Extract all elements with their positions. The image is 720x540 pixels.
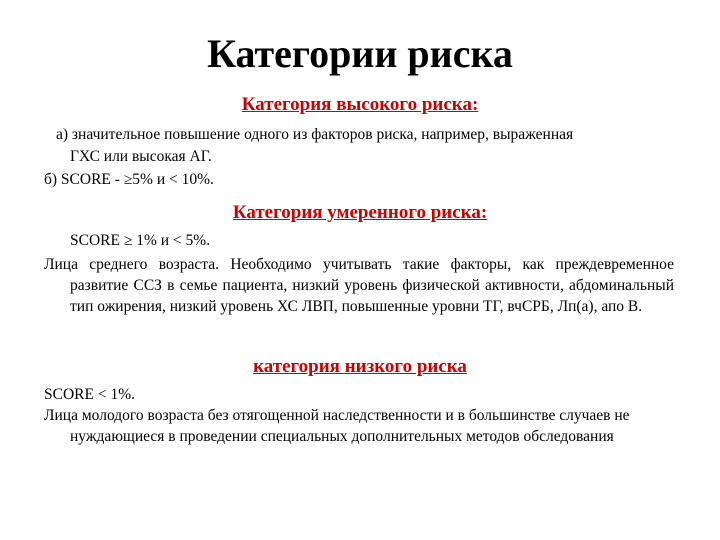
moderate-risk-heading: Категория умеренного риска:	[232, 202, 488, 223]
low-risk-description: Лица молодого возраста без отягощенной наследственности и в большинстве случаев не нуждающиеся в проведении специальных дополнительных методов обследования	[44, 407, 630, 445]
high-risk-item-b: б) SCORE - ≥5% и < 10%.	[44, 171, 214, 188]
high-risk-item-a-line1: а) значительное повышение одного из факторов риска, например, выраженная	[56, 126, 574, 143]
low-risk-heading: категория низкого риска	[253, 356, 467, 377]
moderate-risk-description: Лица среднего возраста. Необходимо учитывать такие факторы, как преждевременное развитие ССЗ в семье пациента, низкий уровень физической активности, абдоминальный тип ожирения, низкий уровень ХС ЛВП, повышенные уровни ТГ, вчСРБ, Лп(а), апо В.	[44, 256, 674, 315]
moderate-risk-score: SCORE ≥ 1% и < 5%.	[70, 232, 211, 249]
high-risk-item-a-line2: ГХС или высокая АГ.	[70, 148, 212, 165]
low-risk-score: SCORE < 1%.	[44, 386, 135, 403]
high-risk-heading: Категория высокого риска:	[241, 94, 479, 115]
page-title: Категории риска	[207, 31, 513, 76]
